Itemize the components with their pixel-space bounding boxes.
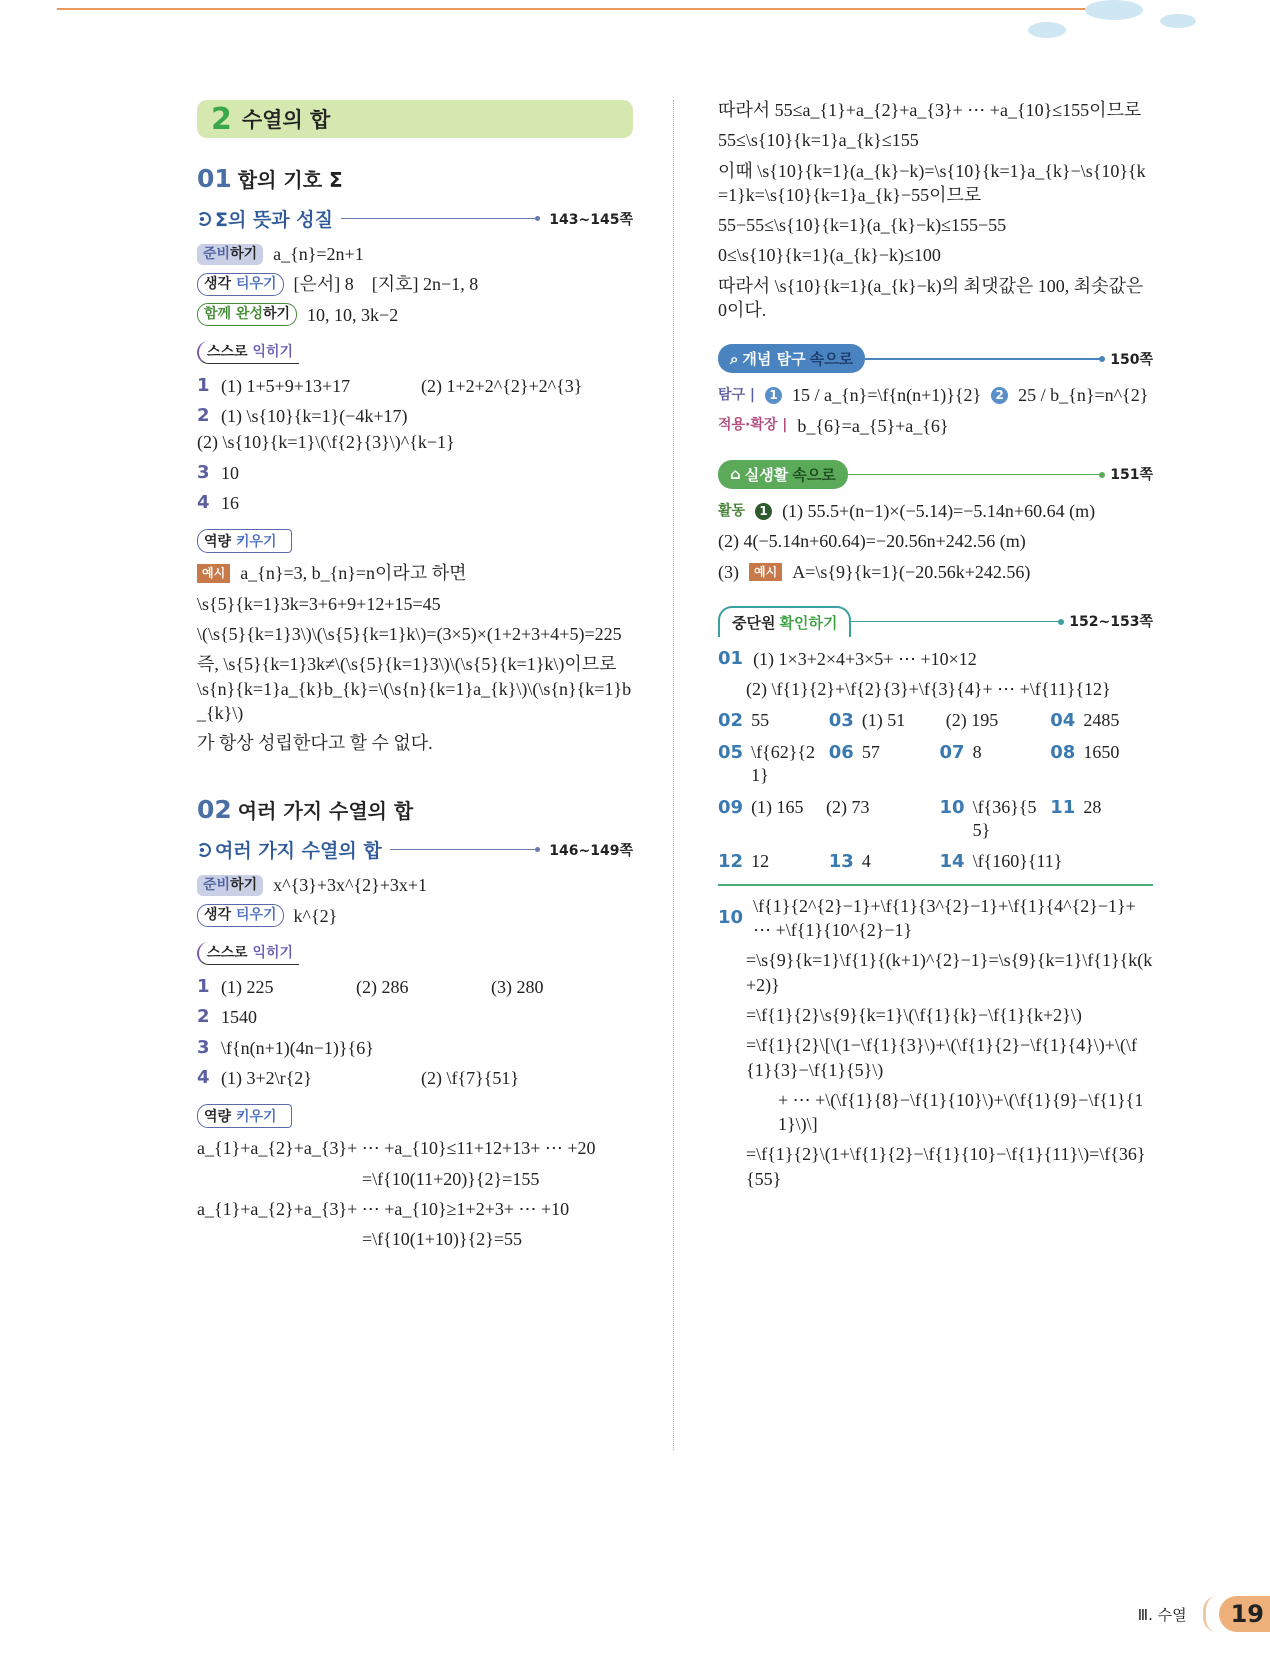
cloud-decoration	[1028, 22, 1066, 38]
solution-text: =\f{1}{2}\(1+\f{1}{2}−\f{1}{10}−\f{1}{11}\)=\f{36}{55}	[746, 1144, 1146, 1189]
solution-separator	[718, 884, 1153, 886]
comp-text: =\f{10(11+20)}{2}=155	[362, 1168, 540, 1189]
review-01-2	[718, 677, 1153, 701]
exercise-2	[197, 1005, 633, 1029]
answer: A=\s{9}{k=1}(−20.56k+242.56)	[792, 561, 1031, 582]
solution-text: 55−55≤\s{10}{k=1}(a_{k}−k)≤155−55	[718, 215, 1007, 236]
badge-text: 티우기	[235, 907, 277, 924]
left-column	[197, 100, 633, 1257]
page-range: 146~149쪽	[549, 842, 633, 859]
self-practice-badge	[197, 942, 299, 965]
answer: (2) 286	[356, 977, 409, 998]
answer: (1) 165 (2) 73	[751, 796, 870, 817]
comp-text: 즉, \s{5}{k=1}3k≠\(\s{5}{k=1}3\)\(\s{5}{k=1}k\)이므로 \s{n}{k=1}a_{k}b_{k}=\(\s{n}{k=1}a_{k}\)\(\s{n}{k=1}b_{k}\)	[197, 654, 632, 723]
rule	[848, 474, 1103, 476]
exercise-number: 1	[197, 976, 210, 998]
prep-answer	[197, 873, 633, 897]
think-badge	[197, 904, 284, 927]
chapter-header	[197, 100, 633, 138]
section-number: 01	[197, 164, 232, 193]
answer: 1540	[221, 1007, 257, 1028]
solution-text: =\f{1}{2}\[\(1−\f{1}{3}\)+\(\f{1}{2}−\f{1}{4}\)+\(\f{1}{3}−\f{1}{5}\)	[746, 1035, 1137, 1080]
solution-line	[718, 98, 1153, 122]
part-label: (3)	[718, 561, 739, 582]
page-range: 150쪽	[1110, 351, 1153, 368]
exercise-number: 3	[197, 461, 210, 483]
competency-badge	[197, 1104, 292, 1128]
comp-text: \(\s{5}{k=1}3\)\(\s{5}{k=1}k\)=(3×5)×(1+2+3+4+5)=225	[197, 623, 622, 644]
review-item	[1050, 741, 1153, 788]
answer: 16	[221, 493, 239, 514]
badge-text: 하기	[230, 877, 258, 894]
question-number: 12	[718, 851, 744, 873]
answer: (1) 51 (2) 195	[861, 710, 999, 731]
badge-text: 생각	[204, 276, 236, 292]
section-heading	[197, 795, 633, 824]
question-number: 08	[1050, 741, 1076, 763]
answer: (1) 225	[221, 977, 274, 998]
think-badge	[197, 273, 284, 296]
circled-number: 1	[765, 387, 782, 404]
review-label	[718, 606, 851, 637]
header-text: 개념 탐구	[742, 350, 806, 369]
header-text: 실생활	[744, 465, 789, 484]
prep-badge	[197, 244, 263, 265]
prep-answer	[197, 242, 633, 266]
right-column	[718, 92, 1153, 1197]
badge-text: 티우기	[235, 276, 277, 292]
explore-answer	[718, 383, 1153, 407]
real-life-label	[718, 460, 848, 489]
concept-explore-label	[718, 344, 865, 373]
question-number: 03	[828, 710, 854, 732]
together-answer	[197, 303, 633, 327]
subsection-heading	[197, 836, 633, 863]
badge-text: 준비	[203, 245, 231, 262]
solution-text: 따라서 55≤a_{1}+a_{2}+a_{3}+ ⋯ +a_{10}≤155이므로	[718, 100, 1142, 120]
top-rule	[57, 8, 1087, 10]
comp-text: a_{1}+a_{2}+a_{3}+ ⋯ +a_{10}≤11+12+13+ ⋯ +20	[197, 1138, 596, 1159]
answer: 10, 10, 3k−2	[307, 304, 399, 325]
answer: x^{3}+3x^{2}+3x+1	[273, 875, 428, 896]
section-number: 02	[197, 795, 232, 825]
review-item	[718, 741, 821, 788]
solution-line	[718, 243, 1153, 267]
activity-label: 활동	[718, 502, 746, 519]
comp-line	[197, 1227, 633, 1251]
comp-line	[197, 622, 633, 646]
answer: 28	[1083, 796, 1102, 817]
rule	[390, 849, 538, 850]
rule	[865, 358, 1102, 360]
exercise-number: 2	[197, 1006, 210, 1028]
self-practice-badge	[197, 341, 299, 364]
solution-text: 이때 \s{10}{k=1}(a_{k}−k)=\s{10}{k=1}a_{k}−\s{10}{k=1}k=\s{10}{k=1}a_{k}−55이므로	[718, 160, 1146, 205]
answer: b_{6}=a_{5}+a_{6}	[797, 415, 949, 436]
comp-line	[197, 1136, 633, 1160]
page-range: 151쪽	[1110, 467, 1153, 484]
badge-text: 생각	[204, 907, 236, 924]
activity-line	[718, 529, 1153, 553]
badge-text: 역량	[204, 534, 236, 551]
question-number: 14	[939, 851, 965, 873]
apply-label: 적용·확장 |	[718, 417, 788, 434]
solution-line	[718, 213, 1153, 237]
question-number: 01	[718, 647, 744, 669]
section-title: 합의 기호 Σ	[237, 168, 343, 192]
cloud-decoration	[1085, 0, 1143, 20]
badge-text: 역량	[204, 1109, 236, 1126]
header-text: 중단원	[732, 613, 776, 632]
exercise-4	[197, 491, 633, 515]
section-heading	[197, 164, 633, 193]
badge-text: 하기	[262, 306, 291, 323]
comp-line	[197, 1197, 633, 1221]
question-number: 13	[828, 851, 854, 873]
comp-text: a_{1}+a_{2}+a_{3}+ ⋯ +a_{10}≥1+2+3+ ⋯ +10	[197, 1198, 570, 1219]
answer: [은서] 8 [지호] 2n−1, 8	[293, 274, 479, 295]
comp-line	[197, 731, 633, 755]
review-item	[829, 850, 932, 873]
badge-text: 키우기	[235, 1109, 277, 1126]
badge-text: 스스로	[207, 945, 253, 962]
comp-text: \s{5}{k=1}3k=3+6+9+12+15=45	[197, 593, 441, 614]
subsection-title: Σ의 뜻과 성질	[215, 209, 333, 231]
solution-line	[718, 274, 1153, 323]
review-item	[829, 709, 1043, 732]
question-number: 11	[1050, 796, 1076, 818]
solution-text: 0≤\s{10}{k=1}(a_{k}−k)≤100	[718, 245, 941, 266]
circled-number: 1	[755, 503, 772, 520]
badge-text: 하기	[230, 245, 258, 262]
page-number: 19	[1219, 1596, 1270, 1632]
answer: (2) 1+2+2^{2}+2^{3}	[421, 375, 583, 396]
solution-line	[718, 159, 1153, 208]
answer: 4	[861, 851, 871, 872]
exercise-3	[197, 1036, 633, 1060]
review-item	[1050, 796, 1153, 843]
answer: (2) \f{7}{51}	[421, 1067, 520, 1088]
exercise-number: 1	[197, 374, 210, 396]
solution-text: =\f{1}{2}\s{9}{k=1}\(\f{1}{k}−\f{1}{k+2}\)	[746, 1004, 1082, 1025]
answer: (1) \s{10}{k=1}(−4k+17)	[221, 406, 408, 427]
answer: (1) 1+5+9+13+17	[221, 375, 351, 396]
example-badge: 예시	[197, 564, 230, 582]
answer: 2485	[1083, 710, 1120, 731]
exercise-number: 3	[197, 1036, 210, 1058]
exercise-number: 2	[197, 405, 210, 427]
answer: 55	[751, 710, 770, 731]
subsection-heading	[197, 205, 633, 232]
page-footer	[1138, 1596, 1270, 1632]
bullet-icon	[197, 843, 211, 857]
rule	[851, 621, 1061, 623]
review-item	[829, 741, 932, 788]
answer: (2) \s{10}{k=1}\(\f{2}{3}\)^{k−1}	[197, 432, 455, 453]
review-answer-grid	[718, 709, 1153, 873]
chapter-number: 2	[211, 101, 232, 137]
header-text: 확인하기	[779, 613, 838, 632]
think-answer	[197, 272, 633, 296]
real-life-header	[718, 460, 1153, 489]
answer: \f{n(n+1)(4n−1)}{6}	[221, 1037, 374, 1058]
prep-badge	[197, 875, 263, 896]
tab-decoration	[1203, 1596, 1217, 1632]
solution-line	[718, 1142, 1153, 1191]
question-number: 07	[939, 741, 965, 763]
solution-line	[718, 1033, 1153, 1082]
header-text: 속으로	[809, 350, 854, 369]
exercise-3	[197, 461, 633, 485]
think-answer	[197, 904, 633, 928]
comp-line	[197, 592, 633, 616]
activity-line	[718, 560, 1153, 584]
answer: k^{2}	[293, 905, 338, 926]
comp-line	[197, 652, 633, 725]
solution-text: \f{1}{2^{2}−1}+\f{1}{3^{2}−1}+\f{1}{4^{2}−1}+ ⋯ +\f{1}{10^{2}−1}	[753, 895, 1136, 941]
question-number: 10	[939, 796, 965, 818]
example-badge: 예시	[749, 563, 782, 581]
exercise-number: 4	[197, 492, 210, 514]
answer: 12	[751, 851, 770, 872]
answer: (1) 3+2\r{2}	[221, 1067, 312, 1088]
exercise-2	[197, 404, 633, 455]
cloud-decoration	[1160, 14, 1196, 28]
exercise-1	[197, 975, 633, 999]
badge-text: 준비	[203, 877, 231, 894]
bullet-icon	[197, 212, 211, 226]
answer: 10	[221, 462, 239, 483]
question-number: 02	[718, 710, 744, 732]
section-title: 여러 가지 수열의 합	[237, 799, 414, 824]
comp-line	[197, 1167, 633, 1191]
house-icon: ⌂	[730, 465, 741, 484]
concept-explore-header	[718, 344, 1153, 373]
comp-text: =\f{10(1+10)}{2}=55	[362, 1229, 522, 1250]
review-01	[718, 647, 1153, 671]
answer: (2) 4(−5.14n+60.64)=−20.56n+242.56 (m)	[718, 531, 1026, 552]
chapter-label: Ⅲ. 수열	[1137, 1605, 1187, 1624]
answer: 8	[972, 741, 982, 762]
answer: 25 / b_{n}=n^{2}	[1018, 385, 1149, 406]
badge-text: 키우기	[235, 534, 277, 551]
exercise-number: 4	[197, 1066, 210, 1088]
solution-text: =\s{9}{k=1}\f{1}{(k+1)^{2}−1}=\s{9}{k=1}\f{1}{k(k+2)}	[746, 950, 1153, 995]
comp-text: a_{n}=3, b_{n}=n이라고 하면	[240, 563, 467, 584]
solution-10	[718, 894, 1153, 943]
answer: (1) 55.5+(n−1)×(−5.14)=−5.14n+60.64 (m)	[782, 500, 1096, 521]
page-range: 152~153쪽	[1069, 614, 1153, 631]
answer: 1650	[1083, 741, 1120, 762]
review-item	[940, 741, 1043, 788]
exercise-4	[197, 1066, 633, 1090]
review-item	[718, 796, 932, 843]
explore-label: 탐구 |	[718, 387, 756, 404]
answer: (3) 280	[491, 977, 544, 998]
activity-line	[718, 499, 1153, 523]
solution-line	[718, 128, 1153, 152]
question-number: 06	[828, 741, 854, 763]
solution-text: 55≤\s{10}{k=1}a_{k}≤155	[718, 130, 919, 151]
rule	[341, 218, 537, 219]
answer: 57	[861, 741, 880, 762]
competency-badge	[197, 529, 292, 553]
answer: \f{160}{11}	[972, 851, 1063, 872]
column-divider	[673, 100, 674, 1450]
badge-text: 스스로	[207, 343, 253, 360]
exercise-1	[197, 374, 633, 398]
solution-text: + ⋯ +\(\f{1}{8}−\f{1}{10}\)+\(\f{1}{9}−\f{1}{11}\)\]	[778, 1089, 1144, 1135]
question-number: 05	[718, 741, 744, 763]
circled-number: 2	[991, 387, 1008, 404]
question-number: 09	[718, 796, 744, 818]
answer: \f{36}{55}	[972, 796, 1037, 841]
apply-answer	[718, 414, 1153, 438]
comp-text: 가 항상 성립한다고 할 수 없다.	[197, 733, 433, 754]
header-text: 속으로	[792, 465, 836, 484]
answer: (2) \f{1}{2}+\f{2}{3}+\f{3}{4}+ ⋯ +\f{11}{12}	[746, 679, 1111, 700]
solution-line	[718, 948, 1153, 997]
answer: \f{62}{21}	[751, 741, 815, 786]
answer: (1) 1×3+2×4+3×5+ ⋯ +10×12	[753, 648, 977, 669]
answer: a_{n}=2n+1	[273, 244, 364, 264]
review-item	[718, 709, 821, 732]
comp-line	[197, 561, 633, 585]
chapter-title: 수열의 합	[241, 108, 331, 132]
review-item	[940, 796, 1043, 843]
solution-text: 따라서 \s{10}{k=1}(a_{k}−k)의 최댓값은 100, 최솟값은 0이다.	[718, 275, 1144, 321]
badge-text: 익히기	[252, 343, 294, 360]
badge-text: 함께 완성	[204, 306, 263, 323]
review-item	[940, 850, 1154, 873]
search-icon: ⌕	[730, 349, 739, 368]
review-item	[1050, 709, 1153, 732]
question-number: 10	[718, 906, 744, 928]
answer: 15 / a_{n}=\f{n(n+1)}{2}	[792, 385, 982, 406]
review-item	[718, 850, 821, 873]
question-number: 04	[1050, 710, 1076, 732]
page-range: 143~145쪽	[549, 211, 633, 228]
together-badge	[197, 303, 297, 326]
review-header	[718, 606, 1153, 637]
solution-line	[718, 1003, 1153, 1027]
badge-text: 익히기	[252, 945, 294, 962]
subsection-title: 여러 가지 수열의 합	[215, 840, 382, 863]
solution-line	[718, 1088, 1153, 1137]
